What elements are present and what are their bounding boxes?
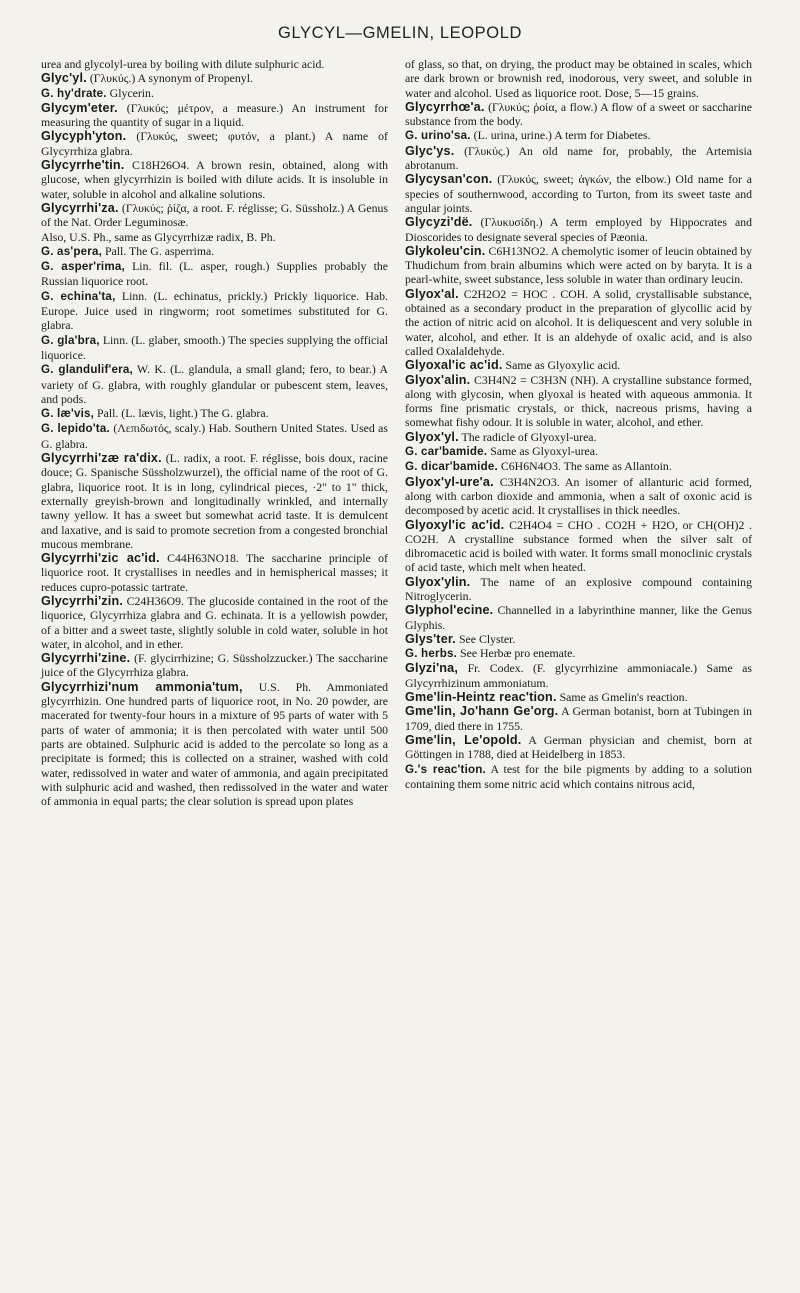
entry-headword: Glycyrrhi'zine. bbox=[41, 651, 131, 666]
entry-definition: Linn. (L. glaber, smooth.) The species supplying the official liquorice. bbox=[41, 332, 389, 362]
entry-definition: A German botanist, born at Tubingen in 1709, died there in 1755. bbox=[405, 704, 752, 733]
sub-entry bbox=[41, 421, 388, 451]
entry-headword: Glycyph'yton. bbox=[41, 129, 127, 144]
entry-definition: See Herbæ pro enemate. bbox=[460, 646, 576, 661]
entry-definition: (Γλυκύς; μέτρον, a measure.) An instrument for measuring the quantity of sugar in a liquid. bbox=[41, 100, 388, 130]
entry-headword: Glykoleu'cin. bbox=[405, 243, 486, 258]
entry-headword: Glyphol'ecine. bbox=[405, 603, 494, 618]
entry-headword: Glyox'al. bbox=[405, 286, 459, 301]
sub-entry bbox=[41, 289, 388, 333]
entry-definition: C6H13NO2. A chemolytic isomer of leucin obtained by Thudichum from brain albumins which were acted on by baryta. It is a pearl-white, sweet substance, less soluble in water than ordinary leucin. bbox=[405, 243, 752, 287]
dictionary-entry bbox=[405, 518, 752, 575]
entry-definition: (Γλυκύς.) An old name for, probably, the Artemisia abrotanum. bbox=[405, 143, 753, 173]
dictionary-entry bbox=[41, 57, 388, 71]
dictionary-entry bbox=[405, 733, 752, 762]
entry-definition: Lin. fil. (L. asper, rough.) Supplies probably the Russian liquorice root. bbox=[41, 259, 388, 289]
entry-definition: Pall. (L. lævis, light.) The G. glabra. bbox=[97, 406, 269, 421]
sub-entry bbox=[41, 406, 388, 421]
entry-definition: (Γλυκύς; ῥοία, a flow.) A flow of a sweet or saccharine substance from the body. bbox=[405, 99, 752, 129]
entry-definition: C44H63NO18. The saccharine principle of liquorice root. It crystallises in needles and in hemispherical masses; it reduces cupro-potassic tartrate. bbox=[41, 551, 388, 594]
entry-definition: See Clyster. bbox=[458, 631, 516, 646]
entry-headword: G. echina'ta, bbox=[41, 289, 116, 303]
entry-headword: G. car'bamide. bbox=[405, 445, 488, 459]
sub-entry bbox=[41, 86, 388, 101]
sub-entry bbox=[405, 128, 752, 143]
entry-headword: G. lepido'ta. bbox=[41, 422, 110, 436]
sub-entry bbox=[405, 762, 752, 792]
sub-entry bbox=[405, 646, 752, 661]
dictionary-entry bbox=[405, 172, 752, 215]
entry-definition: The name of an explosive compound containing Nitroglycerin. bbox=[405, 574, 752, 603]
entry-headword: Glyoxyl'ic ac'id. bbox=[405, 517, 505, 532]
dictionary-entry bbox=[405, 373, 752, 430]
dictionary-entry bbox=[405, 475, 752, 518]
entry-headword: Gme'lin, Le'opold. bbox=[405, 732, 522, 747]
entry-definition: of glass, so that, on drying, the product may be obtained in scales, which are dark brown or brownish red, inodorous, very sweet, and soluble in water and alcohol. Used as liquorice root. Dose, 5—15 grains. bbox=[405, 57, 752, 100]
dictionary-entry bbox=[41, 129, 388, 158]
entry-definition: C3H4N2O3. An isomer of allanturic acid formed, along with carbon dioxide and ammonia, when a salt of oxonic acid is decomposed by acetic acid. It crystallises in thick needles. bbox=[405, 474, 752, 518]
entry-headword: Glycyrrhizi'num ammonia'tum, bbox=[41, 679, 243, 694]
dictionary-entry bbox=[41, 158, 388, 201]
entry-headword: G. asper'rima, bbox=[41, 260, 125, 274]
entry-headword: Glycyrrhi'zæ ra'dix. bbox=[41, 451, 162, 466]
entry-definition: C3H4N2 = C3H3N (NH). A crystalline substance formed, along with glycosin, when glyoxal is heated with aqueous ammonia. It forms fine prismatic crystals, or thick, nacreous prisms, having a somewhat fishy odour. It is soluble in water, alcohol, and ether. bbox=[405, 372, 752, 430]
entry-headword: Glyox'yl. bbox=[405, 429, 459, 444]
entry-headword: Glyox'alin. bbox=[405, 372, 471, 387]
dictionary-entry bbox=[405, 244, 752, 287]
dictionary-entry bbox=[405, 575, 752, 604]
entry-definition: A German physician and chemist, born at Göttingen in 1788, died at Heidelberg in 1853. bbox=[405, 732, 752, 762]
dictionary-entry bbox=[41, 451, 388, 551]
dictionary-entry bbox=[405, 287, 752, 358]
entry-definition: C6H6N4O3. The same as Allantoin. bbox=[500, 459, 672, 474]
entry-headword: G. hy'drate. bbox=[41, 86, 107, 100]
entry-definition: Same as Glyoxylic acid. bbox=[505, 358, 621, 373]
entry-headword: Glycyzi'dë. bbox=[405, 215, 473, 230]
entry-headword: Glycym'eter. bbox=[41, 100, 118, 115]
entry-definition: C2H4O4 = CHO . CO2H + H2O, or CH(OH)2 . CO2H. A crystalline substance formed when the silver salt of dibromacetic acid is boiled with water. It forms small monoclinic crystals of acid taste, which melt when heated. bbox=[405, 517, 753, 575]
dictionary-entry bbox=[405, 704, 752, 733]
dictionary-entry bbox=[405, 57, 752, 100]
entry-definition: Also, U.S. Ph., same as Glycyrrhizæ radix, B. Ph. bbox=[41, 229, 276, 244]
entry-definition: Channelled in a labyrinthine manner, like the Genus Glyphis. bbox=[405, 603, 752, 632]
entry-definition: (Γλυκυσίδη.) A term employed by Hippocrates and Dioscorides to designate several species of Pæonia. bbox=[405, 215, 752, 244]
dictionary-entry bbox=[405, 100, 752, 129]
dictionary-entry bbox=[41, 71, 388, 85]
entry-headword: Glyc'ys. bbox=[405, 143, 455, 158]
dictionary-entry bbox=[41, 680, 388, 809]
entry-definition: (F. glycirrhizine; G. Süssholzzucker.) The saccharine juice of the Glycyrrhiza glabra. bbox=[41, 651, 388, 680]
dictionary-entry bbox=[41, 551, 388, 594]
sub-entry bbox=[41, 244, 388, 259]
entry-definition: (L. radix, a root. F. réglisse, bois doux, racine douce; G. Spanische Süssholzwurzel), the official name of the root of G. glabra, liquorice root. It is in long, cylindrical pieces, ·2" to 1" thick, externally greyish-brown and longitudinally wrinkled, and internally tawny yellow. It has a sweet but somewhat acrid taste. It is demulcent and laxative, and is said to promote secretion from a congested bronchial mucous membrane. bbox=[41, 451, 388, 551]
dictionary-entry bbox=[41, 230, 388, 244]
entry-definition: (Γλυκύς, sweet; ἀγκών, the elbow.) Old name for a species of southernwood, according to Turton, from its sweet taste and angular joints. bbox=[405, 172, 752, 215]
dictionary-entry bbox=[405, 661, 752, 690]
entry-definition: (Γλυκύς; ῥίζα, a root. F. réglisse; G. Süssholz.) A Genus of the Nat. Order Leguminosæ. bbox=[41, 200, 389, 230]
entry-headword: Glycysan'con. bbox=[405, 172, 493, 187]
entry-definition: C2H2O2 = HOC . COH. A solid, crystallisable substance, obtained as a secondary product in the preparation of glycollic acid by the action of nitric acid on alcohol. It is deliquescent and very soluble in water, alcohol, and ether. It is an aldehyde of oxalic acid, and is also called Oxalaldehyde. bbox=[405, 286, 752, 358]
entry-headword: Glycyrrhi'zic ac'id. bbox=[41, 551, 160, 566]
entry-headword: Glyzi'na, bbox=[405, 661, 459, 676]
entry-definition: U.S. Ph. Ammoniated glycyrrhizin. One hundred parts of liquorice root, in No. 20 powder, are macerated for twenty-four hours in a mixture of 95 parts of water with 5 parts of water of ammonia; it is then percolated with water until 500 parts are obtained. Sulphuric acid is added to the percolate so long as a precipitate is formed; this is collected on a strainer, washed with cold water, redissolved in water and water of ammonia, and again precipitated with sulphuric acid and washed, then redissolved in the water and water of ammonia in equal parts; the clear solution is spread upon plates bbox=[41, 679, 389, 809]
entry-definition: Pall. The G. asperrima. bbox=[104, 243, 215, 258]
dictionary-entry bbox=[405, 690, 752, 704]
entry-definition: A test for the bile pigments by adding to a solution containing them some nitric acid which contains nitrous acid, bbox=[405, 761, 752, 791]
entry-definition: (L. urina, urine.) A term for Diabetes. bbox=[473, 128, 651, 143]
entry-headword: Glycyrrhi'zin. bbox=[41, 593, 124, 608]
entry-headword: G. dicar'bamide. bbox=[405, 460, 498, 474]
entry-definition: (Γλυκύς, sweet; φυτόν, a plant.) A name of Glycyrrhiza glabra. bbox=[41, 129, 388, 158]
entry-headword: Glyox'yl-ure'a. bbox=[405, 474, 494, 489]
sub-entry bbox=[41, 259, 388, 289]
entry-headword: G. herbs. bbox=[405, 647, 458, 661]
entry-headword: G.'s reac'tion. bbox=[405, 762, 486, 776]
dictionary-entry bbox=[41, 651, 388, 680]
sub-entry bbox=[405, 444, 752, 459]
dictionary-entry bbox=[405, 632, 752, 646]
entry-definition: W. K. (L. glandula, a small gland; fero, to bear.) A variety of G. glabra, with roughly glandular or pubescent stem, leaves, and pods. bbox=[41, 362, 389, 406]
entry-definition: Same as Glyoxyl-urea. bbox=[490, 444, 598, 459]
dictionary-entry bbox=[405, 144, 752, 173]
entry-headword: Gme'lin, Jo'hann Ge'org. bbox=[405, 704, 559, 719]
entry-headword: G. gla'bra, bbox=[41, 333, 100, 347]
entry-definition: Linn. (L. echinatus, prickly.) Prickly liquorice. Hab. Europe. Juice used in ringworm; root sometimes substituted for G. glabra. bbox=[41, 288, 388, 333]
dictionary-entry bbox=[405, 358, 752, 372]
entry-definition: Fr. Codex. (F. glycyrrhizine ammoniacale.) Same as Glycyrrhizinum ammoniatum. bbox=[405, 661, 753, 690]
entry-headword: Glyc'yl. bbox=[41, 71, 87, 86]
sub-entry bbox=[41, 362, 388, 406]
entry-definition: (Γλυκύς.) A synonym of Propenyl. bbox=[89, 71, 253, 86]
entry-definition: The radicle of Glyoxyl-urea. bbox=[461, 429, 597, 444]
sub-entry bbox=[405, 459, 752, 474]
entry-headword: Glyox'ylin. bbox=[405, 574, 471, 589]
entry-headword: Glycyrrhi'za. bbox=[41, 200, 119, 215]
sub-entry bbox=[41, 333, 388, 363]
entry-headword: G. as'pera, bbox=[41, 244, 103, 258]
entry-headword: G. læ'vis, bbox=[41, 407, 95, 421]
entry-headword: Glycyrrhœ'a. bbox=[405, 99, 485, 114]
right-column bbox=[405, 57, 752, 791]
dictionary-entry bbox=[405, 603, 752, 632]
dictionary-entry bbox=[41, 201, 388, 230]
entry-headword: Glyoxal'ic ac'id. bbox=[405, 358, 503, 373]
dictionary-entry bbox=[41, 101, 388, 130]
entry-headword: Glycyrrhe'tin. bbox=[41, 158, 125, 173]
entry-headword: G. urino'sa. bbox=[405, 129, 471, 143]
entry-definition: (Λεπιδωτός, scaly.) Hab. Southern United States. Used as G. glabra. bbox=[41, 421, 389, 451]
entry-headword: G. glandulif'era, bbox=[41, 363, 133, 377]
entry-definition: Glycerin. bbox=[109, 85, 154, 100]
left-column bbox=[41, 57, 388, 808]
entry-definition: urea and glycolyl-urea by boiling with dilute sulphuric acid. bbox=[41, 57, 325, 71]
dictionary-entry bbox=[405, 215, 752, 244]
entry-definition: Same as Gmelin's reaction. bbox=[559, 690, 688, 705]
dictionary-entry bbox=[41, 594, 388, 651]
entry-definition: C24H36O9. The glucoside contained in the root of the liquorice, Glycyrrhiza glabra and G. echinata. It is a yellowish powder, of a bitter and a sweet taste, slightly soluble in cold water, soluble in hot water, in alcohol, and in ether. bbox=[41, 593, 389, 651]
running-head: GLYCYL—GMELIN, LEOPOLD bbox=[278, 24, 522, 42]
entry-headword: Gme'lin-Heintz reac'tion. bbox=[405, 690, 557, 705]
dictionary-entry bbox=[405, 430, 752, 444]
entry-headword: Glys'ter. bbox=[405, 631, 457, 646]
entry-definition: C18H26O4. A brown resin, obtained, along with glucose, when glycyrrhizin is boiled with dilute acids. It is insoluble in water, soluble in alcohol and alkaline solutions. bbox=[41, 158, 388, 201]
